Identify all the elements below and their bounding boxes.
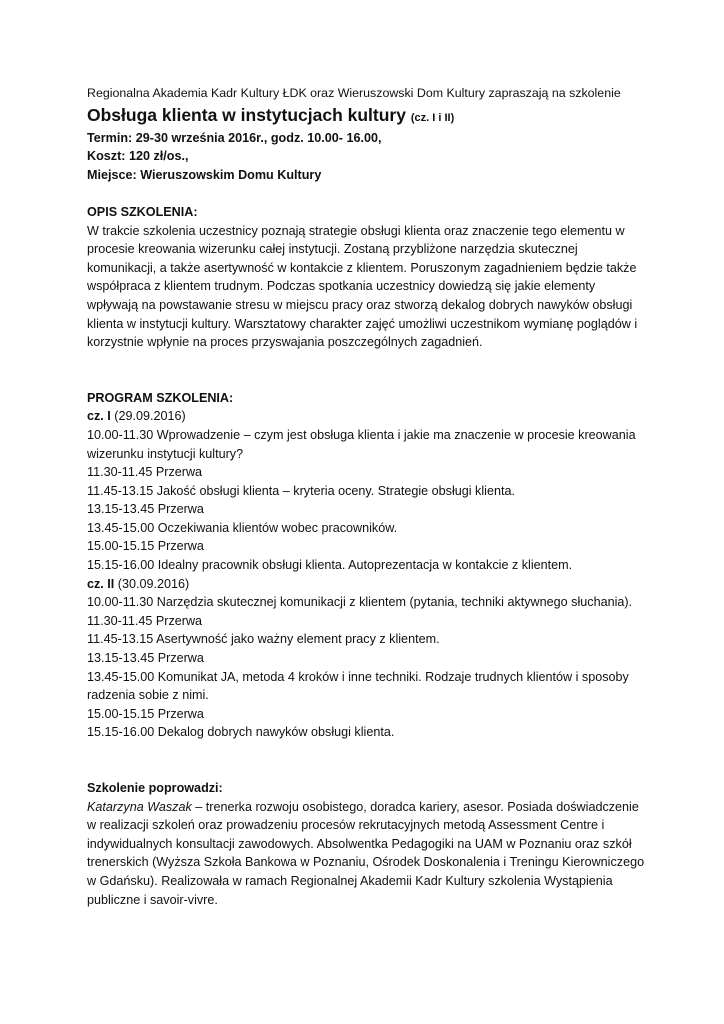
opis-heading: OPIS SZKOLENIA: — [87, 204, 198, 219]
info-termin: Termin: 29-30 września 2016r., godz. 10.00- 16.00, — [87, 130, 382, 145]
speaker-heading: Szkolenie poprowadzi: — [87, 781, 223, 795]
program-part2-header — [87, 575, 647, 594]
program-heading: PROGRAM SZKOLENIA: — [87, 390, 234, 405]
opis-text: W trakcie szkolenia uczestnicy poznają strategie obsługi klienta oraz znaczenie tego elementu w procesie kreowania wizerunku całej instytucji. Zostaną przybliżone narzędzia skutecznej komunikacji, a także asertywność w kontakcie z klientem. Poruszonym zagadnieniem będzie także współpraca z klientem trudnym. Podczas spotkania uczestnicy dowiedzą się jakie elementy wpływają na powstawanie stresu w miejscu pracy oraz stworzą dekalog dobrych nawyków obsługi klienta w instytucji kultury. Warsztatowy charakter zajęć umożliwi uczestnikom wymianę poglądów i korzystnie wpłynie na proces przyswajania poszczególnych zagadnień. — [87, 223, 638, 350]
document-page — [87, 84, 647, 909]
schedule-item: 11.30-11.45 Przerwa — [87, 465, 203, 480]
part1-label: cz. I — [87, 409, 111, 424]
speaker-name: Katarzyna Waszak — [87, 799, 192, 814]
schedule-item: 13.45-15.00 Komunikat JA, metoda 4 kroków i inne techniki. Rodzaje trudnych klientów i sposoby radzenia sobie z nimi. — [87, 669, 629, 703]
schedule-item: 11.45-13.15 Asertywność jako ważny element pracy z klientem. — [87, 632, 440, 647]
speaker-bio-paragraph — [87, 798, 647, 910]
info-koszt: Koszt: 120 zł/os., — [87, 149, 189, 164]
schedule-item: 11.30-11.45 Przerwa — [87, 613, 203, 628]
part1-date: (29.09.2016) — [110, 409, 186, 424]
schedule-item: 15.00-15.15 Przerwa — [87, 706, 204, 721]
title-text: Obsługa klienta w instytucjach kultury — [87, 104, 406, 125]
speaker-bio: – trenerka rozwoju osobistego, doradca kariery, asesor. Posiada doświadczenie w realizacji szkoleń oraz prowadzeniu procesów rekrutacyjnych metodą Assessment Centre i indywidualnych konsultacji zawodowych. Absolwentka Pedagogiki na UAM w Poznaniu oraz szkół trenerskich (Wyższa Szkoła Bankowa w Poznaniu, Ośrodek Doskonalenia i Treningu Kierowniczego w Gdańsku). Realizowała w ramach Regionalnej Akademii Kadr Kultury szkolenia Wystąpienia publiczne i savoir-vivre. — [87, 799, 645, 907]
page-title — [87, 104, 647, 129]
schedule-item: 11.45-13.15 Jakość obsługi klienta – kryteria oceny. Strategie obsługi klienta. — [87, 483, 515, 498]
title-note: (cz. I i II) — [410, 111, 455, 124]
schedule-item: 15.15-16.00 Dekalog dobrych nawyków obsługi klienta. — [87, 725, 395, 740]
part2-label: cz. II — [87, 576, 115, 591]
program-part1-header — [87, 407, 647, 426]
part2-date: (30.09.2016) — [114, 576, 190, 591]
schedule-item: 15.00-15.15 Przerwa — [87, 539, 204, 554]
intro-line: Regionalna Akademia Kadr Kultury ŁDK oraz Wieruszowski Dom Kultury zapraszają na szkolenie — [87, 86, 621, 100]
info-miejsce: Miejsce: Wieruszowskim Domu Kultury — [87, 167, 322, 182]
schedule-item: 13.15-13.45 Przerwa — [87, 502, 204, 517]
schedule-item: 13.15-13.45 Przerwa — [87, 651, 204, 666]
schedule-item: 10.00-11.30 Narzędzia skutecznej komunikacji z klientem (pytania, techniki aktywnego słuchania). — [87, 595, 633, 610]
schedule-item: 10.00-11.30 Wprowadzenie – czym jest obsługa klienta i jakie ma znaczenie w procesie kreowania wizerunku instytucji kultury? — [87, 427, 636, 461]
schedule-item: 13.45-15.00 Oczekiwania klientów wobec pracowników. — [87, 520, 398, 535]
schedule-item: 15.15-16.00 Idealny pracownik obsługi klienta. Autoprezentacja w kontakcie z klientem. — [87, 558, 573, 573]
